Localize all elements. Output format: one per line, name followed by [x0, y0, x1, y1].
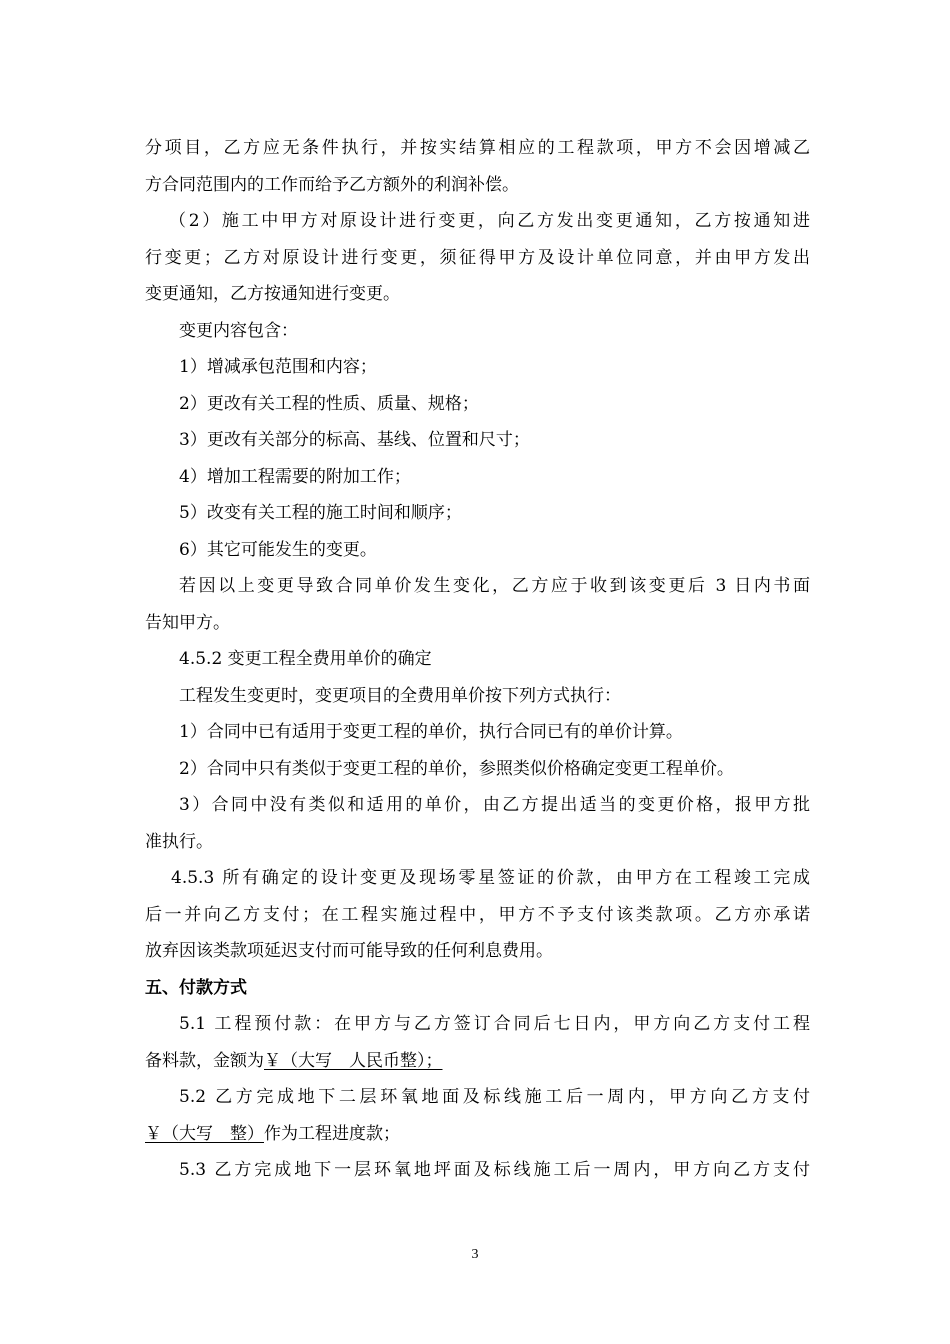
- text-segment: 备料款，金额为: [145, 1050, 264, 1071]
- paragraph-line: 5.2 乙方完成地下二层环氧地面及标线施工后一周内，甲方向乙方支付: [179, 1087, 810, 1107]
- list-item: 1）合同中已有适用于变更工程的单价，执行合同已有的单价计算。: [179, 722, 683, 742]
- list-item: 4）增加工程需要的附加工作；: [179, 466, 411, 487]
- list-item: 5）改变有关工程的施工时间和顺序；: [179, 503, 462, 523]
- amount-blank: ￥（大写 整）: [145, 1123, 264, 1144]
- list-item: 2）更改有关工程的性质、质量、规格；: [179, 393, 479, 414]
- paragraph-line: 若因以上变更导致合同单价发生变化，乙方应于收到该变更后 3 日内书面: [179, 576, 810, 596]
- amount-blank: ￥（大写 人民币整）；: [264, 1050, 443, 1071]
- paragraph-line: 变更通知，乙方按通知进行变更。: [145, 284, 400, 304]
- paragraph-line: 5.3 乙方完成地下一层环氧地坪面及标线施工后一周内，甲方向乙方支付: [179, 1160, 810, 1180]
- paragraph-line: 工程发生变更时，变更项目的全费用单价按下列方式执行：: [179, 685, 621, 706]
- document-body: [145, 130, 810, 1189]
- paragraph-line: [145, 1116, 810, 1153]
- paragraph-line: 4.5.3 所有确定的设计变更及现场零星签证的价款，由甲方在工程竣工完成: [171, 868, 810, 888]
- list-item: 1）增减承包范围和内容；: [179, 357, 377, 377]
- subsection-heading: 4.5.2 变更工程全费用单价的确定: [179, 649, 432, 669]
- paragraph-line: 变更内容包含：: [179, 320, 298, 341]
- page-number: 3: [471, 1247, 479, 1262]
- section-heading: 五、付款方式: [145, 977, 247, 998]
- list-item: 2）合同中只有类似于变更工程的单价，参照类似价格确定变更工程单价。: [179, 758, 734, 779]
- paragraph-line: 放弃因该类款项延迟支付而可能导致的任何利息费用。: [145, 941, 553, 961]
- list-item: 6）其它可能发生的变更。: [179, 539, 377, 560]
- paragraph-line: 5.1 工程预付款：在甲方与乙方签订合同后七日内，甲方向乙方支付工程: [179, 1014, 810, 1034]
- paragraph-line: 告知甲方。: [145, 612, 230, 633]
- list-item: 3）合同中没有类似和适用的单价，由乙方提出适当的变更价格，报甲方批: [179, 795, 810, 815]
- paragraph-line: 行变更；乙方对原设计进行变更，须征得甲方及设计单位同意，并由甲方发出: [145, 247, 810, 268]
- paragraph-line: 分项目，乙方应无条件执行，并按实结算相应的工程款项，甲方不会因增减乙: [145, 138, 810, 158]
- text-segment: 作为工程进度款；: [264, 1123, 400, 1144]
- paragraph-line: （2）施工中甲方对原设计进行变更，向乙方发出变更通知，乙方按通知进: [169, 211, 810, 231]
- list-item: 3）更改有关部分的标高、基线、位置和尺寸；: [179, 430, 530, 450]
- paragraph-line: [145, 1043, 810, 1080]
- paragraph-line: 方合同范围内的工作而给予乙方额外的利润补偿。: [145, 174, 519, 195]
- paragraph-line: 后一并向乙方支付；在工程实施过程中，甲方不予支付该类款项。乙方亦承诺: [145, 904, 810, 925]
- paragraph-line: 准执行。: [145, 831, 213, 852]
